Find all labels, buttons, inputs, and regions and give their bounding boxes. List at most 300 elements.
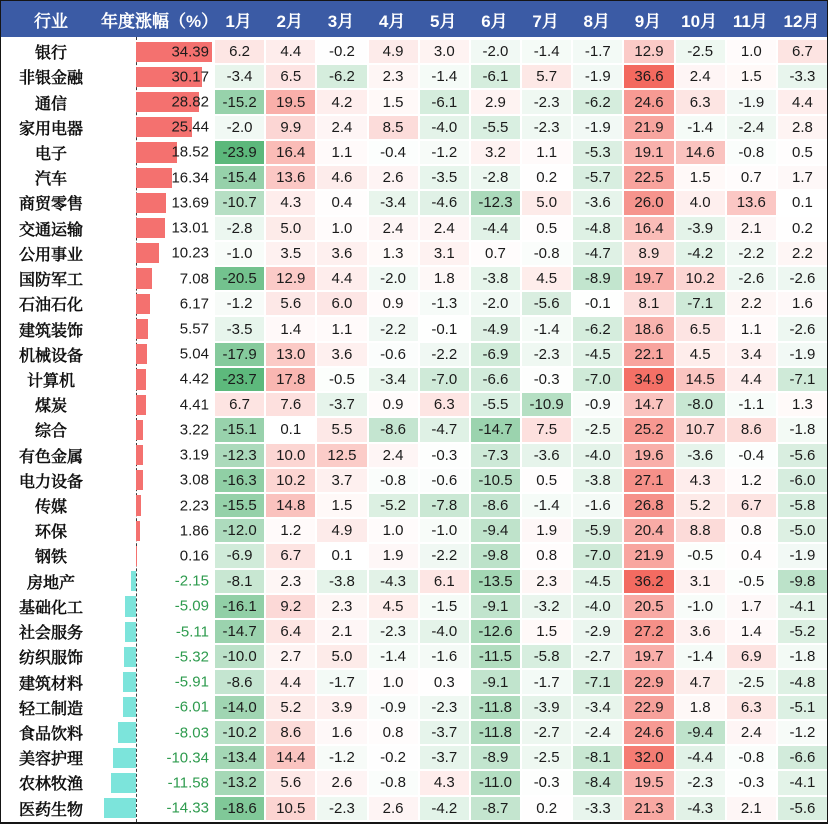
month-cell: 8.8 [676, 519, 725, 542]
month-cell: -13.2 [215, 771, 264, 794]
annual-bar [136, 420, 143, 440]
month-cell: -8.6 [215, 670, 264, 693]
month-cell: -1.4 [676, 645, 725, 668]
month-cell: 4.5 [676, 343, 725, 366]
month-cell: -4.5 [573, 570, 622, 593]
industry-label: 美容护理 [1, 746, 101, 769]
annual-bar [136, 495, 141, 515]
month-cell: 1.7 [778, 166, 827, 189]
month-cell: 5.6 [266, 771, 315, 794]
month-cell: -6.6 [778, 746, 827, 769]
header-month: 4月 [378, 11, 406, 31]
annual-value: -5.09 [174, 597, 209, 615]
month-cell: -1.0 [215, 242, 264, 265]
month-cell: -23.7 [215, 368, 264, 391]
month-cell: 10.2 [676, 267, 725, 290]
month-cell: 36.2 [624, 570, 673, 593]
month-cell: 3.1 [676, 570, 725, 593]
month-cell: -0.8 [369, 771, 418, 794]
month-cell: 3.5 [266, 242, 315, 265]
month-cell: -3.8 [317, 570, 366, 593]
industry-label: 机械设备 [1, 343, 101, 366]
month-cell: 2.2 [778, 242, 827, 265]
month-cell: -4.1 [778, 771, 827, 794]
month-cell: -7.0 [420, 368, 469, 391]
table-row [1, 469, 827, 492]
table-row [1, 444, 827, 467]
month-cell: -11.5 [471, 645, 520, 668]
month-cell: -2.4 [573, 721, 622, 744]
month-cell: -9.4 [676, 721, 725, 744]
table-row [1, 267, 827, 290]
month-cell: -7.1 [778, 368, 827, 391]
month-cell: 22.9 [624, 696, 673, 719]
month-cell: -0.4 [727, 444, 776, 467]
month-cell: -4.3 [676, 797, 725, 820]
month-cell: -6.2 [317, 65, 366, 88]
month-cell: -1.8 [778, 418, 827, 441]
month-cell: 2.3 [266, 570, 315, 593]
annual-value: 13.69 [171, 194, 209, 212]
month-cell: 1.8 [676, 696, 725, 719]
month-cell: 0.9 [369, 292, 418, 315]
table-row [1, 368, 827, 391]
industry-label: 非银金融 [1, 65, 101, 88]
month-cell: 0.7 [727, 166, 776, 189]
annual-value: 4.41 [179, 396, 209, 414]
month-cell: -1.4 [522, 317, 571, 340]
annual-bar [136, 319, 148, 339]
month-cell: -1.9 [573, 65, 622, 88]
month-cell: -6.0 [778, 469, 827, 492]
annual-cell [103, 721, 213, 744]
month-cell: -3.5 [215, 317, 264, 340]
month-cell: -5.5 [471, 393, 520, 416]
annual-bar [136, 243, 159, 263]
month-cell: 0.8 [727, 519, 776, 542]
month-cell: 2.3 [369, 65, 418, 88]
industry-label: 国防军工 [1, 267, 101, 290]
month-cell: -2.3 [369, 620, 418, 643]
month-cell: 1.4 [266, 317, 315, 340]
month-cell: -2.5 [727, 670, 776, 693]
month-cell: -9.4 [471, 519, 520, 542]
month-cell: 18.6 [624, 317, 673, 340]
month-cell: 0.3 [420, 670, 469, 693]
month-cell: -4.5 [573, 343, 622, 366]
month-cell: -1.9 [727, 90, 776, 113]
month-cell: -2.8 [215, 217, 264, 240]
table-row [1, 797, 827, 820]
month-cell: 14.6 [676, 141, 725, 164]
annual-value: -8.03 [174, 724, 209, 742]
month-cell: -6.2 [573, 317, 622, 340]
month-cell: 22.9 [624, 670, 673, 693]
industry-label: 公用事业 [1, 242, 101, 265]
month-cell: 5.2 [676, 494, 725, 517]
industry-label: 基础化工 [1, 595, 101, 618]
industry-label: 商贸零售 [1, 191, 101, 214]
month-cell: -2.5 [573, 418, 622, 441]
month-cell: 12.9 [266, 267, 315, 290]
month-cell: 4.4 [778, 90, 827, 113]
month-cell: -3.4 [369, 191, 418, 214]
month-cell: -2.6 [778, 317, 827, 340]
month-cell: 6.3 [727, 696, 776, 719]
month-cell: 34.9 [624, 368, 673, 391]
month-cell: 4.9 [317, 519, 366, 542]
table-row [1, 141, 827, 164]
annual-cell [103, 469, 213, 492]
month-cell: 10.2 [266, 469, 315, 492]
month-cell: 0.8 [369, 721, 418, 744]
annual-value: 3.08 [179, 471, 209, 489]
month-cell: 4.5 [369, 595, 418, 618]
month-cell: 6.3 [420, 393, 469, 416]
annual-bar [113, 748, 136, 768]
month-cell: -8.7 [471, 797, 520, 820]
month-cell: 19.1 [624, 141, 673, 164]
month-cell: -4.8 [573, 217, 622, 240]
month-cell: -1.9 [778, 343, 827, 366]
header-month: 7月 [532, 11, 559, 31]
month-cell: -2.3 [420, 696, 469, 719]
annual-cell [103, 166, 213, 189]
month-cell: -4.2 [676, 242, 725, 265]
header-month: 11月 [732, 11, 768, 31]
month-cell: -8.6 [471, 494, 520, 517]
month-cell: -1.3 [420, 292, 469, 315]
month-cell: -0.9 [573, 393, 622, 416]
month-cell: -5.3 [573, 141, 622, 164]
month-cell: -4.3 [369, 570, 418, 593]
month-cell: 0.5 [522, 469, 571, 492]
month-cell: -9.1 [471, 595, 520, 618]
month-cell: 21.9 [624, 116, 673, 139]
table-row [1, 292, 827, 315]
month-cell: -2.2 [369, 317, 418, 340]
month-cell: 2.4 [420, 217, 469, 240]
month-cell: 1.5 [522, 620, 571, 643]
month-cell: 5.0 [317, 645, 366, 668]
month-cell: -8.6 [369, 418, 418, 441]
annual-cell [103, 292, 213, 315]
month-cell: -11.8 [471, 696, 520, 719]
header-months [213, 1, 827, 37]
header-month: 6月 [481, 11, 508, 31]
month-cell: 1.1 [317, 317, 366, 340]
month-cell: -0.8 [522, 242, 571, 265]
month-cell: 3.1 [420, 242, 469, 265]
month-cell: -1.6 [573, 494, 622, 517]
month-cell: 14.7 [624, 393, 673, 416]
annual-value: 10.23 [171, 244, 209, 262]
month-cell: 2.7 [266, 645, 315, 668]
month-cell: -3.7 [317, 393, 366, 416]
month-cell: -2.5 [676, 40, 725, 63]
month-cell: 8.5 [369, 116, 418, 139]
month-cell: -1.5 [420, 595, 469, 618]
month-cell: 5.5 [317, 418, 366, 441]
month-cell: 13.0 [266, 343, 315, 366]
month-cell: -0.6 [369, 343, 418, 366]
month-cell: -2.0 [471, 292, 520, 315]
table-row [1, 519, 827, 542]
industry-label: 环保 [1, 519, 101, 542]
month-cell: -12.6 [471, 620, 520, 643]
annual-value: 16.34 [171, 169, 209, 187]
month-cell: -3.4 [215, 65, 264, 88]
annual-value: -5.11 [175, 623, 209, 641]
month-cell: 0.5 [522, 217, 571, 240]
industry-label: 通信 [1, 90, 101, 113]
industry-label: 食品饮料 [1, 721, 101, 744]
month-cell: 1.5 [317, 494, 366, 517]
annual-cell [103, 65, 213, 88]
month-cell: 4.3 [266, 191, 315, 214]
month-cell: -10.0 [215, 645, 264, 668]
month-cell: -4.2 [420, 797, 469, 820]
month-cell: 1.0 [369, 519, 418, 542]
month-cell: -1.0 [676, 595, 725, 618]
month-cell: -2.2 [420, 343, 469, 366]
table-row [1, 620, 827, 643]
month-cell: 4.4 [266, 670, 315, 693]
month-cell: -5.7 [573, 166, 622, 189]
month-cell: 22.1 [624, 343, 673, 366]
annual-cell [103, 368, 213, 391]
month-cell: -0.3 [420, 444, 469, 467]
header-month: 2月 [276, 11, 303, 31]
month-cell: -7.3 [471, 444, 520, 467]
month-cell: -1.0 [420, 519, 469, 542]
month-cell: 0.1 [266, 418, 315, 441]
month-cell: -2.7 [522, 721, 571, 744]
annual-cell [103, 570, 213, 593]
industry-label: 家用电器 [1, 116, 101, 139]
month-cell: 21.9 [624, 544, 673, 567]
month-cell: -1.1 [727, 393, 776, 416]
header-month: 3月 [327, 11, 355, 31]
month-cell: -1.7 [522, 670, 571, 693]
month-cell: 6.5 [676, 317, 725, 340]
month-cell: 6.3 [676, 90, 725, 113]
month-cell: -2.2 [420, 544, 469, 567]
month-cell: -20.5 [215, 267, 264, 290]
annual-value: 13.01 [171, 219, 209, 237]
industry-label: 建筑装饰 [1, 317, 101, 340]
annual-cell [103, 544, 213, 567]
month-cell: 13.6 [266, 166, 315, 189]
month-cell: 1.1 [727, 317, 776, 340]
month-cell: 24.6 [624, 721, 673, 744]
month-cell: -1.4 [522, 40, 571, 63]
month-cell: -4.8 [778, 670, 827, 693]
month-cell: -10.5 [471, 469, 520, 492]
month-cell: 24.6 [624, 90, 673, 113]
month-cell: -1.4 [522, 494, 571, 517]
month-cell: 2.9 [471, 90, 520, 113]
month-cell: -2.5 [522, 746, 571, 769]
table-row [1, 90, 827, 113]
month-cell: -3.3 [778, 65, 827, 88]
annual-value: -10.34 [166, 749, 209, 767]
month-cell: 6.0 [317, 292, 366, 315]
industry-label: 轻工制造 [1, 696, 101, 719]
month-cell: 19.7 [624, 267, 673, 290]
industry-label: 建筑材料 [1, 670, 101, 693]
month-cell: -0.5 [317, 368, 366, 391]
annual-cell [103, 40, 213, 63]
industry-label: 汽车 [1, 166, 101, 189]
month-cell: -3.8 [471, 267, 520, 290]
month-cell: -7.1 [573, 670, 622, 693]
month-cell: -1.4 [369, 645, 418, 668]
month-cell: 2.1 [727, 217, 776, 240]
month-cell: -2.0 [369, 267, 418, 290]
annual-bar [125, 596, 136, 616]
month-cell: 1.9 [369, 544, 418, 567]
month-cell: -4.6 [420, 191, 469, 214]
month-cell: 4.9 [369, 40, 418, 63]
month-cell: -14.0 [215, 696, 264, 719]
month-cell: 27.2 [624, 620, 673, 643]
industry-label: 银行 [1, 40, 101, 63]
annual-cell [103, 90, 213, 113]
month-cell: -2.4 [727, 116, 776, 139]
month-cell: -0.8 [727, 746, 776, 769]
month-cell: 1.8 [420, 267, 469, 290]
table-row [1, 343, 827, 366]
annual-bar [123, 672, 136, 692]
table-row [1, 670, 827, 693]
month-cell: 1.1 [317, 141, 366, 164]
annual-cell [103, 444, 213, 467]
annual-value: 7.08 [179, 270, 209, 288]
month-cell: 1.5 [676, 166, 725, 189]
month-cell: -0.8 [369, 469, 418, 492]
month-cell: 6.1 [420, 570, 469, 593]
month-cell: -14.7 [471, 418, 520, 441]
month-cell: 1.0 [317, 217, 366, 240]
month-cell: -0.3 [522, 771, 571, 794]
month-cell: 6.7 [215, 393, 264, 416]
table-row [1, 595, 827, 618]
month-cell: 2.4 [317, 116, 366, 139]
month-cell: 1.2 [266, 519, 315, 542]
month-cell: -7.8 [420, 494, 469, 517]
month-cell: -9.8 [778, 570, 827, 593]
table-row [1, 570, 827, 593]
month-cell: 1.6 [317, 721, 366, 744]
month-cell: -1.6 [420, 645, 469, 668]
month-cell: -0.2 [369, 746, 418, 769]
month-cell: 3.2 [471, 141, 520, 164]
month-cell: 2.1 [317, 620, 366, 643]
month-cell: -11.8 [471, 721, 520, 744]
month-cell: -3.2 [522, 595, 571, 618]
table-row [1, 544, 827, 567]
month-cell: 5.6 [266, 292, 315, 315]
table-row [1, 166, 827, 189]
month-cell: 1.2 [727, 469, 776, 492]
industry-label: 纺织服饰 [1, 645, 101, 668]
industry-label: 交通运输 [1, 217, 101, 240]
annual-value: -11.58 [167, 774, 209, 792]
month-cell: 16.4 [624, 217, 673, 240]
month-cell: 10.5 [266, 797, 315, 820]
month-cell: -0.6 [420, 469, 469, 492]
month-cell: -11.0 [471, 771, 520, 794]
month-cell: -0.9 [369, 696, 418, 719]
annual-value: 2.23 [179, 497, 209, 515]
month-cell: -2.2 [727, 242, 776, 265]
month-cell: -1.4 [420, 65, 469, 88]
annual-cell [103, 418, 213, 441]
month-cell: 16.4 [266, 141, 315, 164]
month-cell: -4.0 [573, 444, 622, 467]
month-cell: 6.7 [727, 494, 776, 517]
month-cell: 3.0 [420, 40, 469, 63]
month-cell: -3.7 [420, 746, 469, 769]
month-cell: 4.6 [317, 166, 366, 189]
table-row [1, 65, 827, 88]
table-row [1, 242, 827, 265]
annual-value: -5.91 [174, 673, 209, 691]
month-cell: 14.4 [266, 746, 315, 769]
month-cell: 1.0 [727, 40, 776, 63]
month-cell: -13.4 [215, 746, 264, 769]
month-cell: 1.4 [727, 620, 776, 643]
industry-label: 电子 [1, 141, 101, 164]
month-cell: -3.9 [522, 696, 571, 719]
month-cell: -5.8 [778, 494, 827, 517]
month-cell: 4.5 [522, 267, 571, 290]
month-cell: -2.3 [522, 343, 571, 366]
month-cell: -5.2 [778, 620, 827, 643]
annual-bar [136, 521, 140, 541]
month-cell: 32.0 [624, 746, 673, 769]
month-cell: 7.6 [266, 393, 315, 416]
month-cell: -8.9 [573, 267, 622, 290]
month-cell: -2.9 [573, 620, 622, 643]
month-cell: -8.1 [215, 570, 264, 593]
month-cell: 5.0 [266, 217, 315, 240]
month-cell: -2.7 [573, 645, 622, 668]
month-cell: 2.6 [317, 771, 366, 794]
month-cell: 1.6 [778, 292, 827, 315]
month-cell: -4.0 [573, 595, 622, 618]
month-cell: -1.7 [573, 40, 622, 63]
month-cell: 2.1 [727, 797, 776, 820]
month-cell: -12.3 [471, 191, 520, 214]
month-cell: 19.6 [624, 444, 673, 467]
month-cell: -5.6 [522, 292, 571, 315]
annual-value: 0.16 [179, 547, 209, 565]
month-cell: 17.8 [266, 368, 315, 391]
month-cell: -23.9 [215, 141, 264, 164]
annual-bar [136, 168, 172, 188]
month-cell: -8.0 [676, 393, 725, 416]
month-cell: -13.5 [471, 570, 520, 593]
month-cell: 19.5 [266, 90, 315, 113]
month-cell: 1.7 [727, 595, 776, 618]
annual-bar [136, 193, 166, 213]
annual-cell [103, 116, 213, 139]
month-cell: -2.6 [778, 267, 827, 290]
month-cell: 0.4 [727, 544, 776, 567]
month-cell: -9.8 [471, 544, 520, 567]
